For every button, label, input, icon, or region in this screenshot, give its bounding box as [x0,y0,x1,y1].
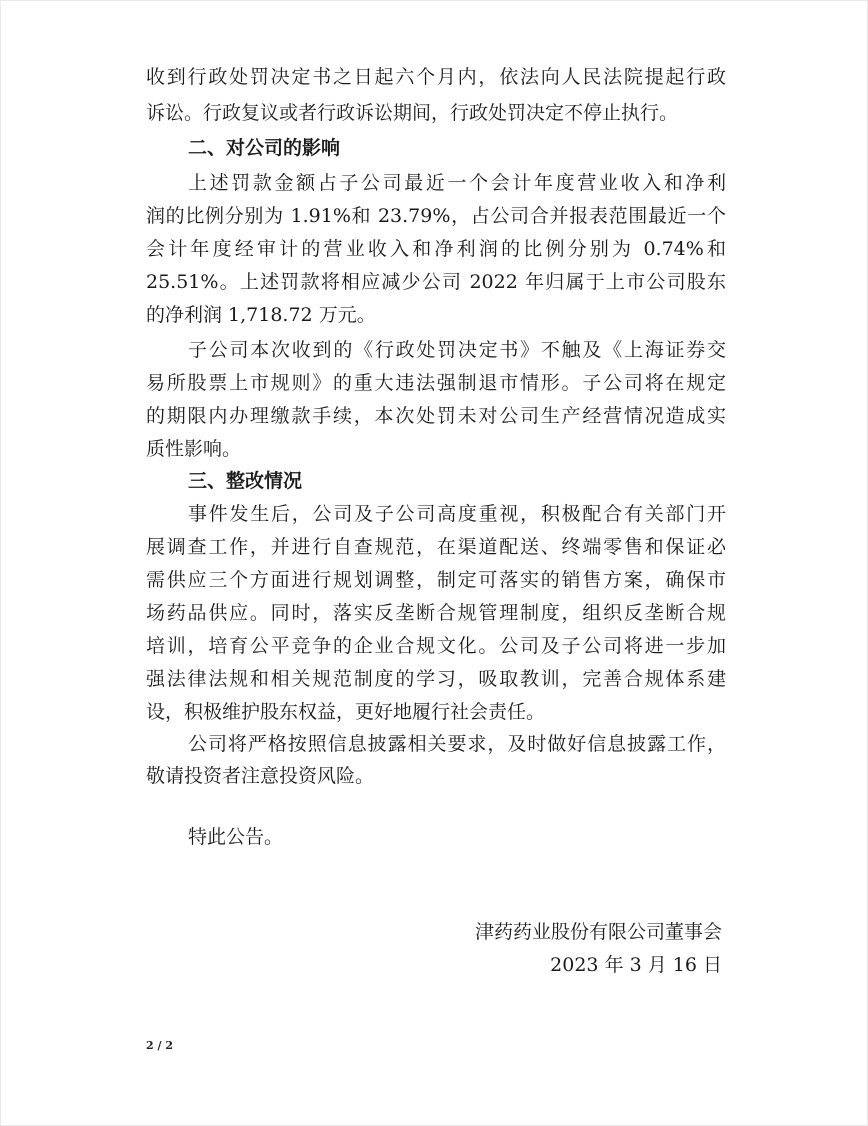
section-heading-rectification: 三、整改情况 [188,470,303,492]
body-text-line: 25.51%。上述罚款将相应减少公司 2022 年归属于上市公司股东 [146,271,726,293]
signature-company: 津药药业股份有限公司董事会 [474,921,722,943]
body-text-line: 展调查工作，并进行自查规范，在渠道配送、终端零售和保证必 [146,536,726,558]
body-text-line: 强法律法规和相关规范制度的学习，吸取教训，完善合规体系建 [146,668,726,690]
section-heading-impact: 二、对公司的影响 [188,137,341,159]
body-text-line: 子公司本次收到的《行政处罚决定书》不触及《上海证券交 [188,339,726,361]
body-text-line: 上述罚款金额占子公司最近一个会计年度营业收入和净利 [188,172,726,194]
body-text-line: 诉讼。行政复议或者行政诉讼期间，行政处罚决定不停止执行。 [146,102,679,124]
body-text-line: 公司将严格按照信息披露相关要求，及时做好信息披露工作， [188,733,726,755]
body-text-line: 易所股票上市规则》的重大违法强制退市情形。子公司将在规定 [146,372,726,394]
body-text-line: 收到行政处罚决定书之日起六个月内，依法向人民法院提起行政 [146,66,726,88]
body-text-line: 事件发生后，公司及子公司高度重视，积极配合有关部门开 [188,503,726,525]
body-text-line: 敬请投资者注意投资风险。 [146,765,375,787]
signature-date: 2023 年 3 月 16 日 [550,954,722,976]
closing-remark: 特此公告。 [188,826,284,848]
body-text-line: 设，积极维护股东权益，更好地履行社会责任。 [146,701,546,723]
body-text-line: 场药品供应。同时，落实反垄断合规管理制度，组织反垄断合规 [146,602,726,624]
body-text-line: 需供应三个方面进行规划调整，制定可落实的销售方案，确保市 [146,569,726,591]
body-text-line: 质性影响。 [146,438,242,460]
page-number: 2 / 2 [146,1039,173,1052]
body-text-line: 的净利润 1,718.72 万元。 [146,304,376,326]
body-text-line: 的期限内办理缴款手续，本次处罚未对公司生产经营情况造成实 [146,405,726,427]
body-text-line: 培训，培育公平竞争的企业合规文化。公司及子公司将进一步加 [146,635,726,657]
body-text-line: 润的比例分别为 1.91%和 23.79%，占公司合并报表范围最近一个 [146,205,726,227]
body-text-line: 会计年度经审计的营业收入和净利润的比例分别为 0.74%和 [146,238,726,260]
